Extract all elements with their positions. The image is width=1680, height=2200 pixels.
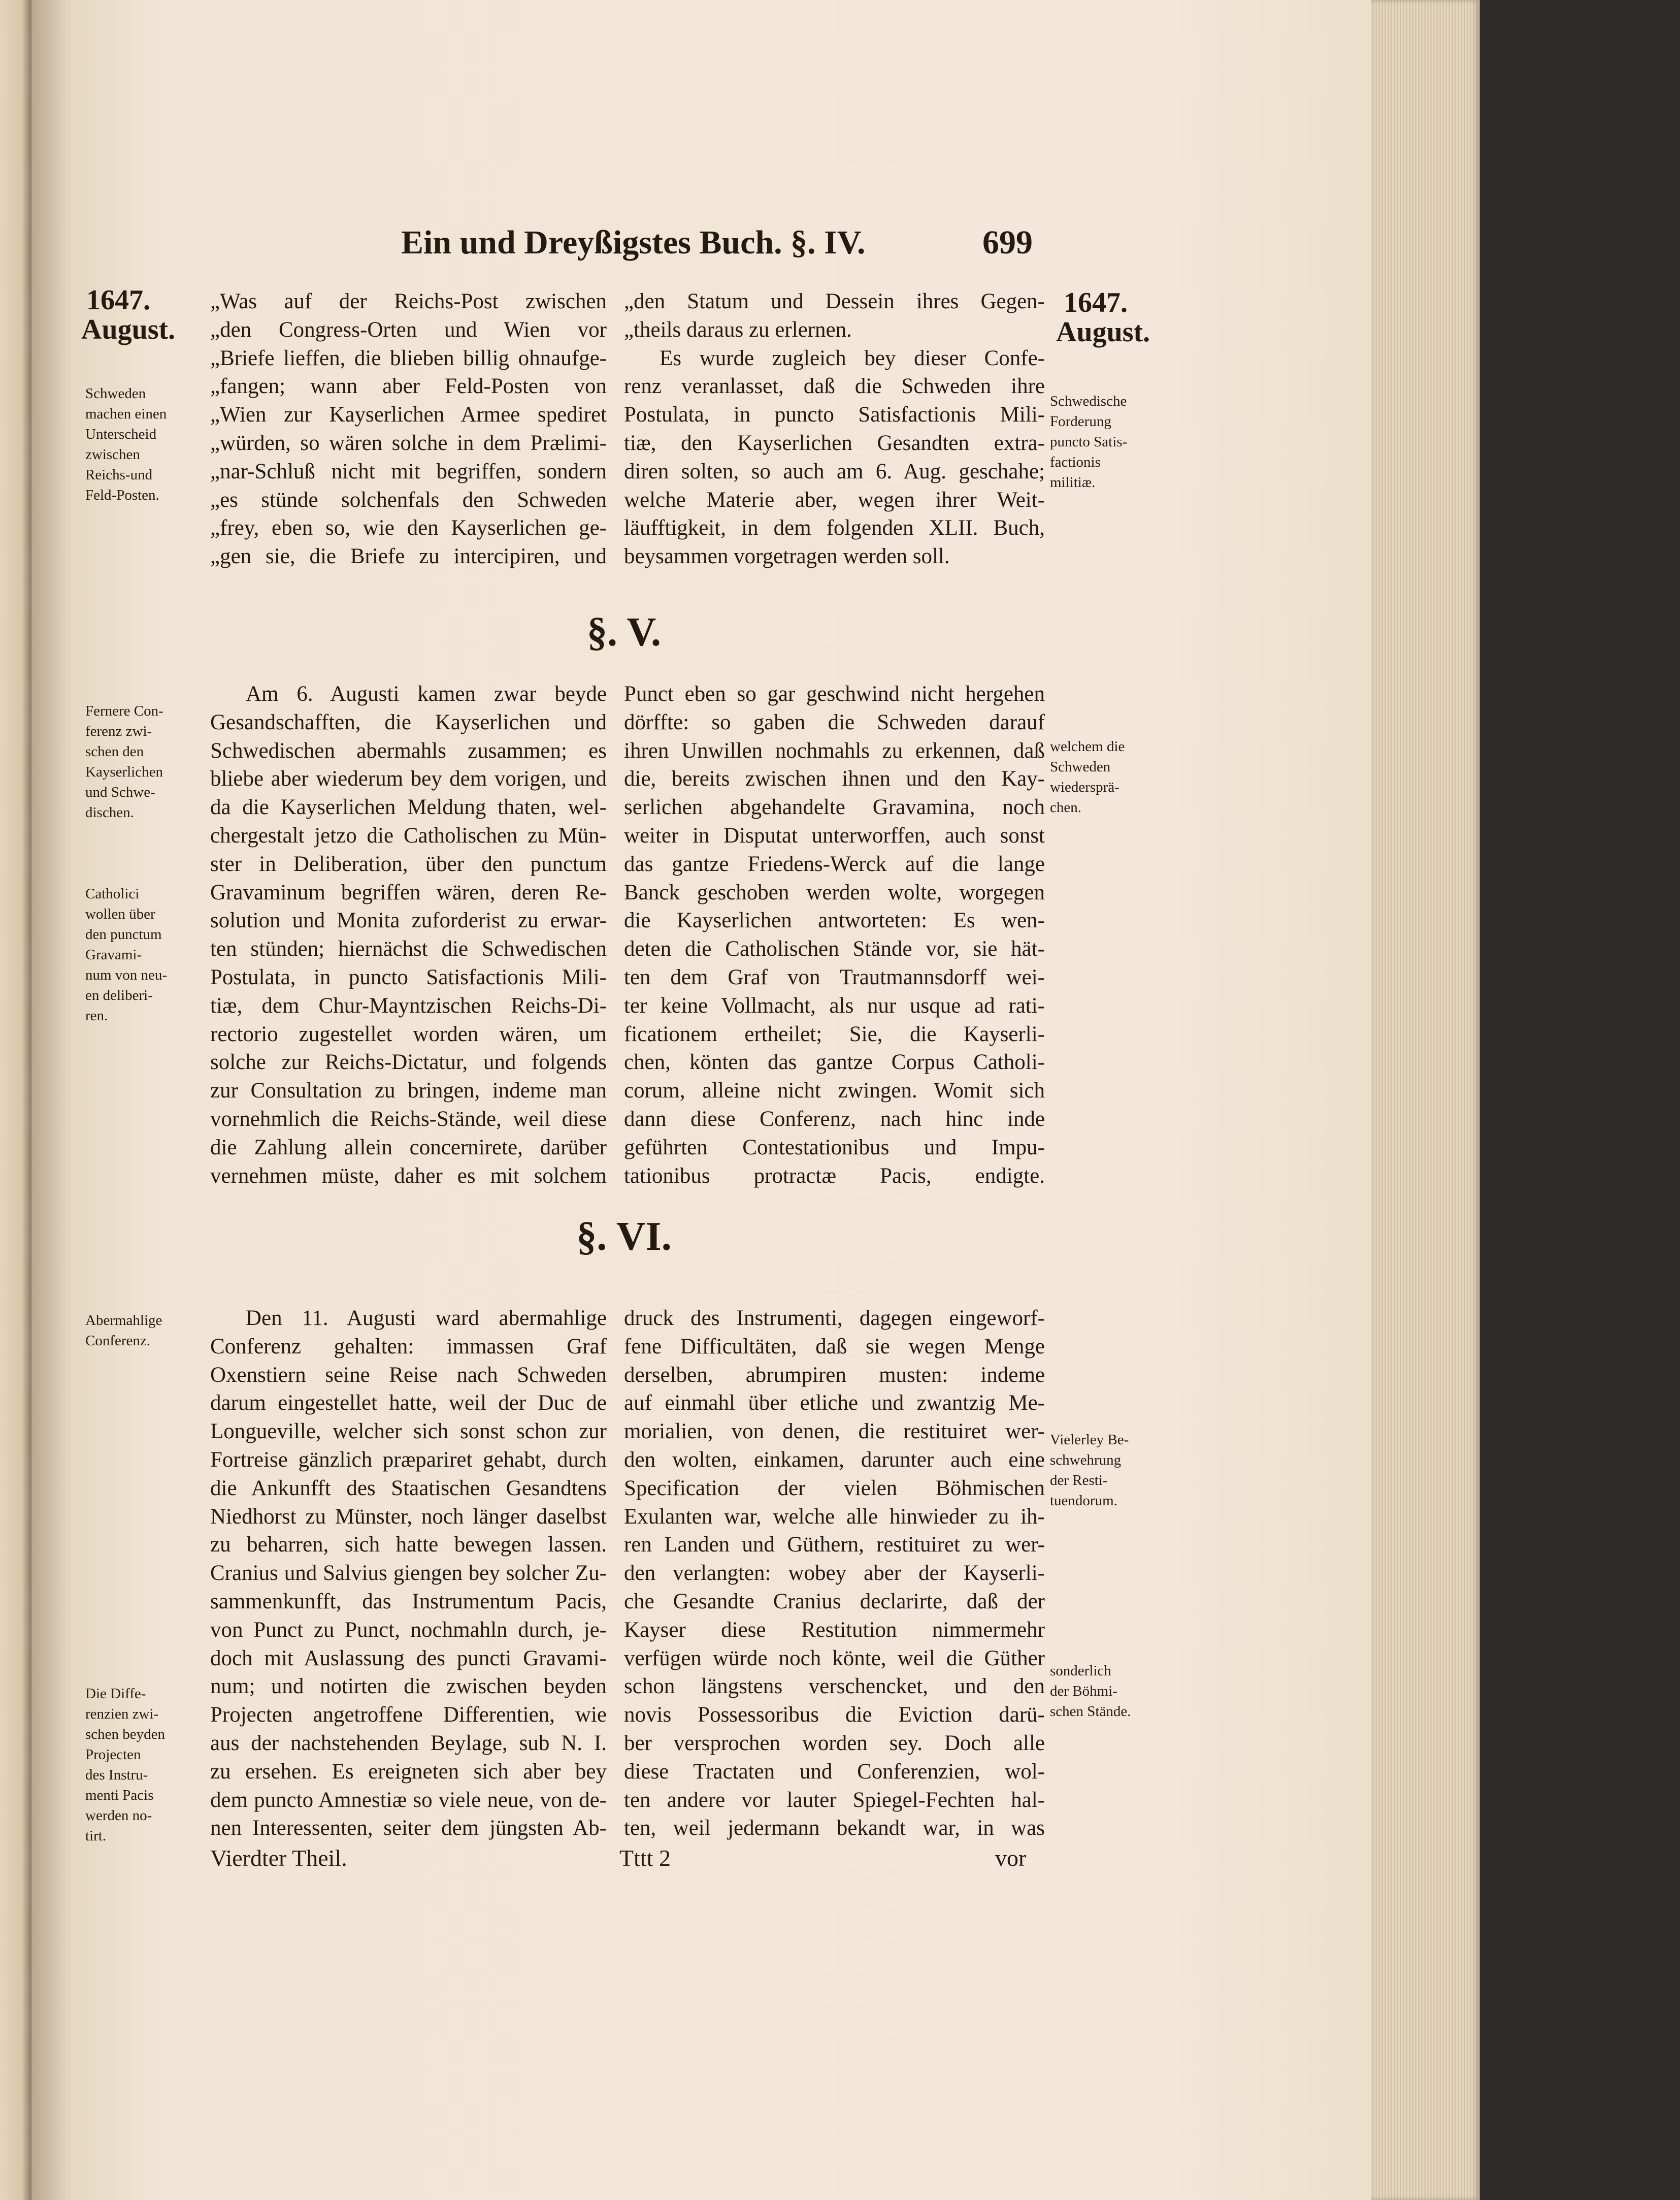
margin-note-line: Unterscheid [85,426,157,442]
margin-note-line: num von neu- [85,967,168,983]
text-line: zu ersehen. Es ereigneten sich aber bey [210,1759,607,1784]
margin-note-line: schwehrung [1050,1452,1122,1468]
text-line: derselben, abrumpiren musten: indeme [624,1363,1045,1387]
margin-note-line: der Böhmi- [1050,1683,1117,1699]
margin-note-line: tuendorum. [1050,1493,1117,1509]
text-line: verfügen würde noch könte, weil die Güther [624,1646,1045,1670]
text-line: „gen sie, die Briefe zu intercipiren, und [210,544,607,569]
margin-note-line: ferenz zwi- [85,723,152,739]
text-line: dann diese Conferenz, nach hinc inde [624,1107,1045,1131]
text-line: da die Kayserlichen Meldung thaten, wel- [210,795,607,820]
text-line: „fangen; wann aber Feld-Posten von [210,374,607,399]
margin-note-line: chen. [1050,799,1081,816]
text-line: corum, alleine nicht zwingen. Womit sich [624,1079,1045,1103]
text-line: „würden, so wären solche in dem Prælimi- [210,431,607,455]
text-line: chen, könten das gantze Corpus Catholi- [624,1050,1045,1075]
margin-note-line: dischen. [85,804,134,821]
text-line: sammenkunfft, das Instrumentum Pacis, [210,1590,607,1613]
margin-note-line: Feld-Posten. [85,487,159,503]
margin-note-line: Schweden [85,385,146,402]
text-line: die Ankunfft des Staatischen Gesandtens [210,1476,607,1500]
text-line: vernehmen müste, daher es mit solchem [210,1163,607,1188]
text-line: geführten Contestationibus und Impu- [624,1135,1045,1159]
text-line: „nar-Schluß nicht mit begriffen, sondern [210,459,607,483]
text-line: „den Statum und Dessein ihres Gegen- [624,289,1045,313]
text-line: welche Materie aber, wegen ihrer Weit- [624,488,1045,512]
section-heading: §. VI. [576,1214,672,1259]
margin-note-line: zwischen [85,446,140,463]
facing-page-edge [0,0,31,2200]
text-line: „den Congress-Orten und Wien vor [210,317,607,342]
signature-left: Vierdter Theil. [210,1845,347,1871]
text-line: Postulata, in puncto Satisfactionis Mili- [210,965,607,989]
text-line: novis Possessoribus die Eviction darü- [624,1703,1045,1727]
text-line: dem puncto Amnestiæ so viele neue, von de- [210,1788,607,1812]
margin-month-left: August. [81,314,176,345]
margin-note-line: en deliberi- [85,987,153,1004]
margin-note-line: Forderung [1050,413,1111,430]
text-line: ter keine Vollmacht, als nur usque ad rati- [624,993,1045,1018]
page-number: 699 [982,224,1033,261]
margin-note-line: den punctum [85,926,162,943]
text-line: ten stünden; hiernächst die Schwedischen [210,937,607,961]
text-line: aus der nachstehenden Beylage, sub N. I. [210,1731,607,1755]
margin-note-line: Abermahlige [85,1312,162,1329]
margin-note-line: militiæ. [1050,474,1096,491]
catchword: vor [995,1845,1027,1871]
signature-mark: Tttt 2 [619,1845,671,1871]
text-line: deten die Catholischen Stände vor, sie hät- [624,937,1045,961]
text-line: den wolten, einkamen, darunter auch eine [624,1448,1045,1472]
text-line: darum eingestellet hatte, weil der Duc de [210,1391,607,1415]
text-line: die Zahlung allein concernirete, darüber [210,1135,607,1159]
margin-note-line: wiedersprä- [1050,779,1119,795]
text-line: ten, weil jedermann bekandt war, in was [624,1816,1045,1840]
text-line: Es wurde zugleich bey dieser Confe- [660,346,1045,370]
text-line: ten dem Graf von Trautmannsdorff wei- [624,965,1045,989]
section-heading: §. V. [586,610,661,655]
margin-note-line: ren. [85,1008,108,1024]
text-line: Conferenz gehalten: immassen Graf [210,1334,607,1358]
margin-note-line: Die Diffe- [85,1686,146,1702]
margin-note-line: machen einen [85,406,167,422]
text-line: tationibus protractæ Pacis, endigte. [624,1163,1045,1188]
text-line: die, bereits zwischen ihnen und den Kay- [624,767,1045,791]
text-line: beysammen vorgetragen werden soll. [624,544,950,569]
text-line: serlichen abgehandelte Gravamina, noch [624,795,1045,820]
text-line: Postulata, in puncto Satisfactionis Mili- [624,403,1045,427]
text-line: ten andere vor lauter Spiegel-Fechten hal- [624,1788,1045,1812]
margin-note [1050,391,1127,493]
text-line: Projecten angetroffene Differentien, wie [210,1703,607,1727]
page-fore-edge [1371,0,1480,2200]
text-line: „Briefe lieffen, die blieben billig ohnaufge- [210,346,607,370]
text-line: vornehmlich die Reichs-Stände, weil diese [210,1107,607,1131]
text-line: ber versprochen worden sey. Doch alle [624,1731,1045,1755]
margin-note-line: Vielerley Be- [1050,1432,1129,1448]
margin-note-line: tirt. [85,1828,107,1844]
text-line: Exulanten war, welche alle hinwieder zu ih- [624,1504,1045,1529]
margin-note-line: renzien zwi- [85,1706,159,1722]
running-header-title: Ein und Dreyßigstes Buch. §. IV. [401,224,866,261]
text-line: Den 11. Augusti ward abermahlige [246,1306,607,1330]
margin-note-line: Kayserlichen [85,764,163,780]
text-line: die Kayserlichen antworteten: Es wen- [624,909,1045,933]
margin-note-line: und Schwe- [85,784,155,800]
margin-note-line: Gravami- [85,947,142,963]
text-line: Schwedischen abermahls zusammen; es [210,738,607,763]
text-line: che Gesandte Cranius declarirte, daß der [624,1590,1045,1613]
text-line: ihren Unwillen nochmahls zu erkennen, daß [624,738,1045,763]
text-line: „frey, eben so, wie den Kayserlichen ge- [210,516,607,540]
text-line: Am 6. Augusti kamen zwar beyde [246,682,607,706]
text-line: tiæ, den Kayserlichen Gesandten extra- [624,431,1045,455]
margin-note [85,1310,162,1351]
text-line: zur Consultation zu bringen, indeme man [210,1079,607,1103]
margin-note [1050,736,1125,818]
margin-year-left: 1647. [86,284,150,316]
text-line: Specification der vielen Böhmischen [624,1476,1045,1500]
text-line: schon längstens verschencket, und den [624,1674,1045,1699]
margin-note [85,383,167,505]
margin-note-line: Reichs-und [85,467,153,483]
text-line: diese Tractaten und Conferenzien, wol- [624,1759,1045,1784]
margin-note-line: Schwedische [1050,393,1127,409]
text-line: ster in Deliberation, über den punctum [210,852,607,876]
text-line: Longueville, welcher sich sonst schon zur [210,1419,607,1444]
margin-note-line: des Instru- [85,1767,148,1783]
margin-note-line: sonderlich [1050,1663,1111,1679]
text-line: das gantze Friedens-Werck auf die lange [624,852,1045,876]
margin-note [85,701,163,823]
margin-note-line: schen Stände. [1050,1703,1131,1720]
text-line: doch mit Auslassung des puncti Gravami- [210,1646,607,1670]
margin-note-line: puncto Satis- [1050,434,1128,450]
text-line: solche zur Reichs-Dictatur, und folgends [210,1050,607,1075]
text-line: Oxenstiern seine Reise nach Schweden [210,1363,607,1387]
text-line: druck des Instrumenti, dagegen eingeworf- [624,1306,1045,1330]
text-line: von Punct zu Punct, nochmahln durch, je- [210,1617,607,1642]
text-line: läufftigkeit, in dem folgenden XLII. Buch, [624,516,1045,540]
text-line: solution und Monita zuforderist zu erwar- [210,909,607,933]
margin-note-line: factionis [1050,454,1101,470]
margin-note-line: schen beyden [85,1726,166,1742]
margin-month-right: August. [1056,316,1150,348]
text-line: weiter in Disputat unterworffen, auch sonst [624,824,1045,848]
margin-year-right: 1647. [1064,287,1128,318]
text-line: ren Landen und Güthern, restituiret zu wer- [624,1533,1045,1557]
text-line: diren solten, so auch am 6. Aug. geschahe; [624,459,1045,483]
margin-note [85,884,167,1026]
margin-note [85,1684,165,1846]
text-line: Cranius und Salvius giengen bey solcher Zu- [210,1561,607,1586]
margin-note-line: Fernere Con- [85,703,163,719]
text-line: den verlangten: wobey aber der Kayserli- [624,1561,1045,1586]
text-line: auf einmahl über etliche und zwantzig Me- [624,1391,1045,1415]
text-line: num; und notirten die zwischen beyden [210,1674,607,1699]
text-line: Niedhorst zu Münster, noch länger daselbst [210,1504,607,1529]
text-line: renz veranlasset, daß die Schweden ihre [624,374,1045,399]
text-line: Punct eben so gar geschwind nicht hergehen [624,682,1045,706]
margin-note-line: Schweden [1050,759,1111,775]
margin-note [1050,1661,1131,1722]
text-line: Gesandschafften, die Kayserlichen und [210,710,607,734]
text-line: bliebe aber wiederum bey dem vorigen, und [210,767,607,791]
text-line: fene Difficultäten, daß sie wegen Menge [624,1334,1045,1358]
text-line: dörffte: so gaben die Schweden darauf [624,710,1045,734]
margin-note-line: der Resti- [1050,1472,1108,1489]
text-line: „Was auf der Reichs-Post zwischen [210,289,607,313]
text-line: Kayser diese Restitution nimmermehr [624,1617,1045,1642]
margin-note-line: Projecten [85,1746,141,1763]
text-line: chergestalt jetzo die Catholischen zu Mün- [210,824,607,848]
margin-note [1050,1430,1129,1511]
text-line: „theils daraus zu erlernen. [624,317,852,342]
text-line: nen Interessenten, seiter dem jüngsten Ab- [210,1816,607,1840]
text-line: „Wien zur Kayserlichen Armee spediret [210,403,607,427]
margin-note-line: werden no- [85,1807,152,1824]
text-line: ficationem ertheilet; Sie, die Kayserli- [624,1022,1045,1046]
text-line: tiæ, dem Chur-Mayntzischen Reichs-Di- [210,993,607,1018]
text-line: rectorio zugestellet worden wären, um [210,1022,607,1046]
text-line: zu beharren, sich hatte bewegen lassen. [210,1533,607,1557]
margin-note-line: Conferenz. [85,1333,151,1349]
text-line: Banck geschoben werden wolte, worgegen [624,880,1045,904]
text-line: Fortreise gänzlich præpariret gehabt, durch [210,1448,607,1472]
margin-note-line: welchem die [1050,738,1125,755]
margin-note-line: wollen über [85,906,155,922]
text-line: „es stünde solchenfals den Schweden [210,488,607,512]
margin-note-line: Catholici [85,886,140,902]
text-line: morialien, von denen, die restituiret wer- [624,1419,1045,1444]
margin-note-line: schen den [85,743,144,760]
margin-note-line: menti Pacis [85,1787,154,1803]
text-line: Gravaminum begriffen wären, deren Re- [210,880,607,904]
